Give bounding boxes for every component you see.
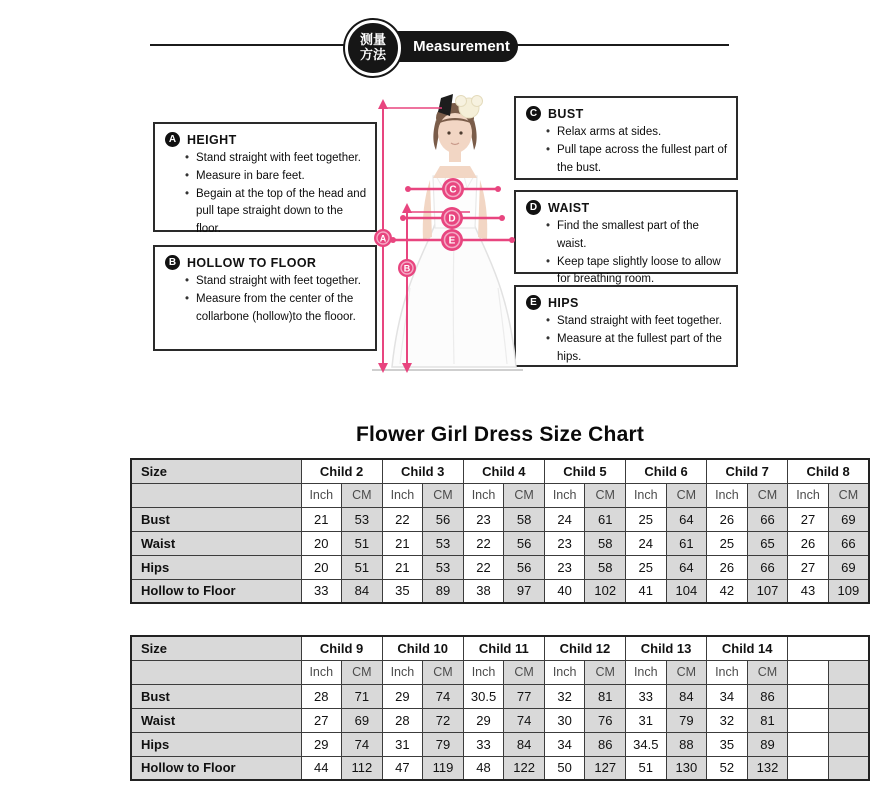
value-inch: 24 xyxy=(544,507,585,531)
value-cm: 66 xyxy=(747,555,788,579)
unit-cm-label: CM xyxy=(504,483,545,507)
value-cm: 64 xyxy=(666,555,707,579)
measurement-label: Measurement xyxy=(413,38,510,55)
height-bullet: • Measure in bare feet. xyxy=(185,168,367,186)
value-cm: 51 xyxy=(342,555,383,579)
value-inch: 51 xyxy=(626,756,667,780)
size-table-child-2-8 xyxy=(130,458,870,604)
value-inch: 33 xyxy=(463,732,504,756)
header-rule-right xyxy=(517,44,729,46)
value-cm: 104 xyxy=(666,579,707,603)
badge-cn-line2: 方法 xyxy=(359,47,386,62)
hips-title: HIPS xyxy=(548,295,579,310)
value-cm: 84 xyxy=(666,684,707,708)
column-header-child-2: Child 2 xyxy=(301,459,382,483)
row-label: Hollow to Floor xyxy=(131,579,301,603)
unit-inch-label: Inch xyxy=(626,483,667,507)
value-inch: 47 xyxy=(382,756,423,780)
headband-flower-petal xyxy=(456,96,467,107)
letter-b-badge: B xyxy=(165,255,180,270)
unit-inch-label: Inch xyxy=(626,660,667,684)
left-eye xyxy=(447,131,450,134)
hollow-to-floor-instruction-box xyxy=(153,245,377,351)
value-inch: 26 xyxy=(707,507,748,531)
right-eye xyxy=(459,131,462,134)
column-header-child-5: Child 5 xyxy=(544,459,625,483)
column-header-child-13: Child 13 xyxy=(626,636,707,660)
row-label: Waist xyxy=(131,708,301,732)
unit-cm-label: CM xyxy=(504,660,545,684)
value-cm: 107 xyxy=(747,579,788,603)
value-inch: 29 xyxy=(301,732,342,756)
column-header-child-7: Child 7 xyxy=(707,459,788,483)
marker-d-letter: D xyxy=(448,213,456,225)
value-inch: 32 xyxy=(544,684,585,708)
measurement-badge-pill xyxy=(381,31,518,62)
table-row-bust xyxy=(131,507,869,531)
value-inch: 25 xyxy=(626,555,667,579)
value-inch: 20 xyxy=(301,531,342,555)
hollow-bullet: • Measure from the center of the collarbone (hollow)to the flooor. xyxy=(185,291,367,327)
value-cm: 81 xyxy=(585,684,626,708)
row-label: Waist xyxy=(131,531,301,555)
letter-e-badge: E xyxy=(526,295,541,310)
value-inch: 30 xyxy=(544,708,585,732)
value-inch: 26 xyxy=(788,531,829,555)
value-cm: 89 xyxy=(747,732,788,756)
height-bullet: • Begain at the top of the head and pull tape straight down to the floor. xyxy=(185,186,367,239)
unit-inch-label: Inch xyxy=(382,660,423,684)
waist-title: WAIST xyxy=(548,200,590,215)
value-cm: 88 xyxy=(666,732,707,756)
value-cm: 86 xyxy=(747,684,788,708)
row-label: Bust xyxy=(131,507,301,531)
waist-bullet: • Keep tape slightly loose to allow for breathing room. xyxy=(546,254,728,290)
table-row-waist xyxy=(131,708,869,732)
value-inch: 22 xyxy=(382,507,423,531)
value-inch: 26 xyxy=(707,555,748,579)
empty-cell xyxy=(788,732,829,756)
value-cm: 127 xyxy=(585,756,626,780)
value-inch: 28 xyxy=(382,708,423,732)
value-inch: 21 xyxy=(382,531,423,555)
value-inch: 27 xyxy=(788,507,829,531)
value-cm: 84 xyxy=(504,732,545,756)
value-inch: 44 xyxy=(301,756,342,780)
value-cm: 77 xyxy=(504,684,545,708)
value-inch: 22 xyxy=(463,531,504,555)
girl-measurement-figure xyxy=(370,88,525,388)
headband-flower-petal xyxy=(472,96,483,107)
empty-cell xyxy=(788,708,829,732)
value-inch: 27 xyxy=(788,555,829,579)
waist-bullet: • Find the smallest part of the waist. xyxy=(546,218,728,254)
row-label: Hollow to Floor xyxy=(131,756,301,780)
column-header-child-9: Child 9 xyxy=(301,636,382,660)
value-cm: 72 xyxy=(423,708,464,732)
hips-bullet: • Measure at the fullest part of the hips. xyxy=(546,331,728,367)
value-inch: 35 xyxy=(382,579,423,603)
column-header-child-10: Child 10 xyxy=(382,636,463,660)
value-inch: 30.5 xyxy=(463,684,504,708)
value-cm: 84 xyxy=(342,579,383,603)
row-label: Hips xyxy=(131,555,301,579)
unit-cm-label: CM xyxy=(585,483,626,507)
table-row-waist xyxy=(131,531,869,555)
hollow-to-floor-title: HOLLOW TO FLOOR xyxy=(187,255,317,270)
value-cm: 53 xyxy=(423,555,464,579)
value-inch: 20 xyxy=(301,555,342,579)
value-cm: 79 xyxy=(666,708,707,732)
hollow-bullet: • Stand straight with feet together. xyxy=(185,273,367,291)
marker-e-letter: E xyxy=(448,235,456,247)
value-inch: 42 xyxy=(707,579,748,603)
value-cm: 81 xyxy=(747,708,788,732)
value-cm: 130 xyxy=(666,756,707,780)
value-inch: 38 xyxy=(463,579,504,603)
unit-row-spacer xyxy=(131,483,301,507)
empty-cell xyxy=(828,660,869,684)
unit-inch-label: Inch xyxy=(544,660,585,684)
empty-cell xyxy=(828,708,869,732)
value-inch: 31 xyxy=(382,732,423,756)
row-label: Hips xyxy=(131,732,301,756)
unit-cm-label: CM xyxy=(342,483,383,507)
measurement-badge-circle xyxy=(345,20,401,76)
row-label: Bust xyxy=(131,684,301,708)
value-cm: 56 xyxy=(423,507,464,531)
value-cm: 89 xyxy=(423,579,464,603)
height-title: HEIGHT xyxy=(187,132,237,147)
value-cm: 58 xyxy=(585,555,626,579)
bust-bullet: • Pull tape across the fullest part of the bust. xyxy=(546,142,728,178)
unit-cm-label: CM xyxy=(828,483,869,507)
unit-cm-label: CM xyxy=(666,483,707,507)
size-header: Size xyxy=(131,459,301,483)
value-cm: 109 xyxy=(828,579,869,603)
unit-cm-label: CM xyxy=(747,660,788,684)
column-header-child-3: Child 3 xyxy=(382,459,463,483)
height-instruction-box xyxy=(153,122,377,236)
value-inch: 29 xyxy=(382,684,423,708)
unit-cm-label: CM xyxy=(666,660,707,684)
value-cm: 64 xyxy=(666,507,707,531)
unit-inch-label: Inch xyxy=(463,483,504,507)
badge-cn-line1: 测量 xyxy=(359,32,386,48)
empty-cell xyxy=(788,684,829,708)
value-cm: 74 xyxy=(504,708,545,732)
shoulders xyxy=(433,166,477,178)
letter-c-badge: C xyxy=(526,106,541,121)
table-row-hollow-to-floor xyxy=(131,756,869,780)
unit-cm-label: CM xyxy=(585,660,626,684)
empty-header xyxy=(788,636,869,660)
value-inch: 32 xyxy=(707,708,748,732)
size-table-child-9-14 xyxy=(130,635,870,781)
table-header-row xyxy=(131,459,869,483)
value-inch: 21 xyxy=(301,507,342,531)
value-inch: 48 xyxy=(463,756,504,780)
table-row-hollow-to-floor xyxy=(131,579,869,603)
value-cm: 112 xyxy=(342,756,383,780)
value-cm: 61 xyxy=(585,507,626,531)
hips-bullet: • Stand straight with feet together. xyxy=(546,313,728,331)
waist-instruction-box xyxy=(514,190,738,286)
value-inch: 27 xyxy=(301,708,342,732)
unit-inch-label: Inch xyxy=(301,660,342,684)
hips-instruction-box xyxy=(514,285,738,367)
letter-a-badge: A xyxy=(165,132,180,147)
value-cm: 61 xyxy=(666,531,707,555)
unit-inch-label: Inch xyxy=(707,483,748,507)
value-cm: 66 xyxy=(747,507,788,531)
bust-bullet: • Relax arms at sides. xyxy=(546,124,728,142)
value-inch: 28 xyxy=(301,684,342,708)
unit-inch-label: Inch xyxy=(382,483,423,507)
empty-cell xyxy=(828,756,869,780)
value-cm: 69 xyxy=(828,507,869,531)
height-bullet: • Stand straight with feet together. xyxy=(185,150,367,168)
value-cm: 76 xyxy=(585,708,626,732)
empty-cell xyxy=(828,684,869,708)
value-cm: 58 xyxy=(585,531,626,555)
letter-d-badge: D xyxy=(526,200,541,215)
value-inch: 34 xyxy=(707,684,748,708)
table-row-bust xyxy=(131,684,869,708)
value-cm: 119 xyxy=(423,756,464,780)
unit-row xyxy=(131,660,869,684)
unit-cm-label: CM xyxy=(342,660,383,684)
value-cm: 53 xyxy=(423,531,464,555)
value-inch: 43 xyxy=(788,579,829,603)
empty-cell xyxy=(788,660,829,684)
value-inch: 41 xyxy=(626,579,667,603)
value-cm: 122 xyxy=(504,756,545,780)
value-cm: 79 xyxy=(423,732,464,756)
chart-title: Flower Girl Dress Size Chart xyxy=(355,423,645,446)
unit-inch-label: Inch xyxy=(788,483,829,507)
value-inch: 29 xyxy=(463,708,504,732)
value-cm: 86 xyxy=(585,732,626,756)
value-inch: 34.5 xyxy=(626,732,667,756)
value-inch: 33 xyxy=(301,579,342,603)
value-inch: 50 xyxy=(544,756,585,780)
value-cm: 74 xyxy=(342,732,383,756)
column-header-child-14: Child 14 xyxy=(707,636,788,660)
unit-cm-label: CM xyxy=(423,483,464,507)
table-header-row xyxy=(131,636,869,660)
value-inch: 35 xyxy=(707,732,748,756)
column-header-child-8: Child 8 xyxy=(788,459,869,483)
value-inch: 25 xyxy=(707,531,748,555)
value-cm: 71 xyxy=(342,684,383,708)
value-inch: 34 xyxy=(544,732,585,756)
table-row-hips xyxy=(131,732,869,756)
value-cm: 69 xyxy=(342,708,383,732)
marker-c-letter: C xyxy=(449,184,457,196)
bust-instruction-box xyxy=(514,96,738,180)
column-header-child-12: Child 12 xyxy=(544,636,625,660)
unit-cm-label: CM xyxy=(747,483,788,507)
value-inch: 31 xyxy=(626,708,667,732)
value-inch: 22 xyxy=(463,555,504,579)
bust-title: BUST xyxy=(548,106,584,121)
unit-inch-label: Inch xyxy=(544,483,585,507)
column-header-child-6: Child 6 xyxy=(626,459,707,483)
unit-cm-label: CM xyxy=(423,660,464,684)
empty-cell xyxy=(788,756,829,780)
marker-b-letter: B xyxy=(403,263,411,274)
column-header-child-4: Child 4 xyxy=(463,459,544,483)
unit-row-spacer xyxy=(131,660,301,684)
value-cm: 58 xyxy=(504,507,545,531)
value-inch: 21 xyxy=(382,555,423,579)
unit-inch-label: Inch xyxy=(463,660,504,684)
value-inch: 40 xyxy=(544,579,585,603)
value-inch: 23 xyxy=(544,531,585,555)
value-cm: 97 xyxy=(504,579,545,603)
value-inch: 52 xyxy=(707,756,748,780)
value-cm: 102 xyxy=(585,579,626,603)
unit-row xyxy=(131,483,869,507)
value-cm: 51 xyxy=(342,531,383,555)
value-inch: 33 xyxy=(626,684,667,708)
value-inch: 23 xyxy=(463,507,504,531)
empty-cell xyxy=(828,732,869,756)
value-cm: 53 xyxy=(342,507,383,531)
value-cm: 69 xyxy=(828,555,869,579)
value-cm: 65 xyxy=(747,531,788,555)
value-cm: 56 xyxy=(504,531,545,555)
value-cm: 74 xyxy=(423,684,464,708)
header-rule-left xyxy=(150,44,348,46)
unit-inch-label: Inch xyxy=(301,483,342,507)
value-cm: 132 xyxy=(747,756,788,780)
marker-a-letter: A xyxy=(379,233,387,244)
value-cm: 56 xyxy=(504,555,545,579)
value-cm: 66 xyxy=(828,531,869,555)
unit-inch-label: Inch xyxy=(707,660,748,684)
value-inch: 25 xyxy=(626,507,667,531)
value-inch: 24 xyxy=(626,531,667,555)
size-header: Size xyxy=(131,636,301,660)
column-header-child-11: Child 11 xyxy=(463,636,544,660)
value-inch: 23 xyxy=(544,555,585,579)
table-row-hips xyxy=(131,555,869,579)
